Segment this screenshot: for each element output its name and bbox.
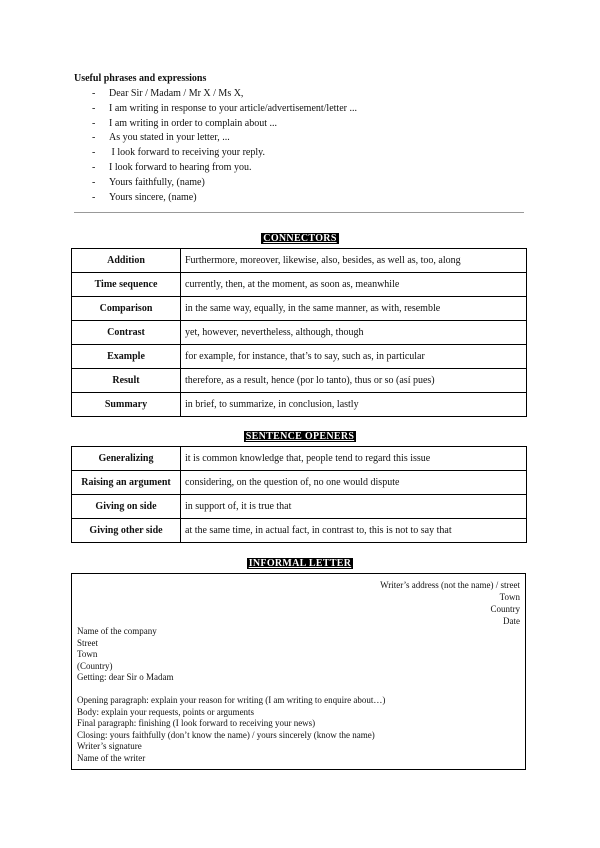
connectors-table — [71, 248, 527, 417]
letter-line: Getting: dear Sir o Madam — [77, 672, 174, 682]
table-row: Result therefore, as a result, hence (por lo tanto), thus or so (así pues) — [72, 369, 527, 393]
table-row: Time sequence currently, then, at the moment, as soon as, meanwhile — [72, 273, 527, 297]
connectors-heading: CONNECTORS — [263, 233, 337, 244]
table-row: Giving on side in support of, it is true that — [72, 495, 527, 519]
list-item: - I am writing in order to complain about ... — [92, 117, 278, 129]
table-row: Comparison in the same way, equally, in the same manner, as with, resemble — [72, 297, 527, 321]
list-item: - I look forward to hearing from you. — [92, 161, 252, 173]
openers-table — [71, 446, 527, 543]
table-row: Giving other side at the same time, in actual fact, in contrast to, this is not to say that — [72, 519, 527, 543]
phrase-list — [92, 87, 357, 205]
useful-phrases-heading: Useful phrases and expressions — [74, 73, 207, 84]
letter-line: Body: explain your requests, points or arguments — [77, 707, 255, 717]
informal-letter-box — [71, 573, 526, 770]
address-line: Date — [503, 616, 520, 626]
section-divider — [74, 212, 524, 213]
letter-line: Name of the company — [77, 626, 157, 636]
letter-line: Writer’s signature — [77, 741, 142, 751]
table-row: Contrast yet, however, nevertheless, although, though — [72, 321, 527, 345]
address-line: Writer’s address (not the name) / street — [380, 580, 520, 590]
table-row: Raising an argument considering, on the question of, no one would dispute — [72, 471, 527, 495]
address-line: Country — [490, 604, 520, 614]
letter-line: Name of the writer — [77, 753, 146, 763]
letter-line: Opening paragraph: explain your reason for writing (I am writing to enquire about…) — [77, 695, 386, 705]
letter-line: Town — [77, 649, 98, 659]
openers-heading: SENTENCE OPENERS — [245, 431, 355, 442]
letter-line: (Country) — [77, 661, 113, 671]
table-row: Generalizing it is common knowledge that, people tend to regard this issue — [72, 447, 527, 471]
list-item: - I look forward to receiving your reply. — [92, 147, 265, 159]
letter-line: Street — [77, 638, 98, 648]
table-row: Addition Furthermore, moreover, likewise, also, besides, as well as, too, along — [72, 249, 527, 273]
letter-line: Final paragraph: finishing (I look forward to receiving your news) — [77, 718, 316, 728]
list-item: - Dear Sir / Madam / Mr X / Ms X, — [92, 88, 244, 99]
letter-line: Closing: yours faithfully (don’t know the name) / yours sincerely (know the name) — [77, 730, 375, 740]
list-item: - As you stated in your letter, ... — [92, 132, 230, 144]
list-item: - Yours sincere, (name) — [92, 191, 197, 203]
address-line: Town — [499, 592, 520, 602]
list-item: - I am writing in response to your article/advertisement/letter ... — [92, 102, 357, 114]
list-item: - Yours faithfully, (name) — [92, 176, 205, 188]
informal-letter-heading: INFORMAL LETTER — [248, 558, 352, 569]
table-row: Example for example, for instance, that’s to say, such as, in particular — [72, 345, 527, 369]
table-row: Summary in brief, to summarize, in conclusion, lastly — [72, 393, 527, 417]
